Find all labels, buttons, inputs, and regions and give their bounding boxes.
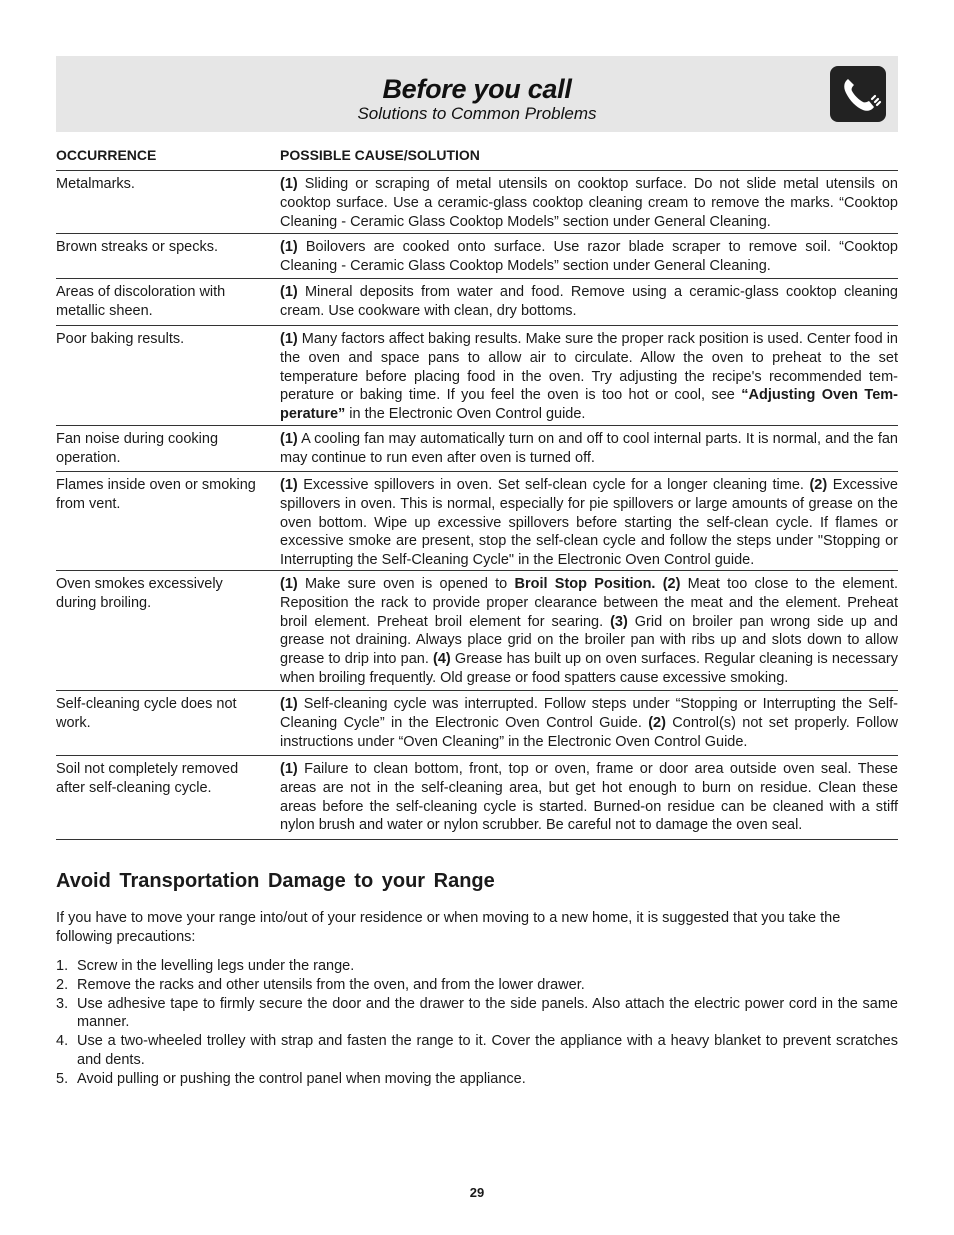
occurrence-cell: Fan noise during cooking operation.	[56, 431, 219, 466]
solution-cell	[280, 476, 898, 570]
solution-emphasis: (1)	[280, 284, 298, 300]
solution-emphasis: (1)	[280, 761, 298, 777]
list-item-text: Remove the racks and other utensils from the oven, and from the lower drawer.	[77, 976, 585, 993]
list-item-text: Use adhesive tape to firmly secure the door and the drawer to the side panels. Also attach the electric power cord in the same manner.	[77, 995, 898, 1031]
solution-text: Mineral deposits from water and food. Remove using a ceramic-glass cooktop cleaning cream. Use cookware with clean, dry bottoms.	[280, 284, 898, 319]
list-item-text: Use a two-wheeled trolley with strap and fasten the range to it. Cover the appliance with a heavy blanket to prevent scratches and dents.	[77, 1033, 898, 1068]
page-title: Before you call	[382, 74, 572, 104]
occurrence-cell: Oven smokes excessively during broiling.	[56, 576, 223, 611]
table-divider	[56, 570, 898, 571]
occurrence-cell: Soil not completely removed after self-cleaning cycle.	[56, 761, 239, 796]
solution-emphasis: (1)	[280, 431, 298, 447]
solution-emphasis: (1)	[280, 239, 298, 255]
table-divider	[56, 325, 898, 326]
telephone-icon	[830, 66, 886, 122]
solution-text: Meat too close to the element. Reposition the rack to provide proper clearance between the meat and the element. Preheat broil element. Preheat broil element for searing.	[280, 576, 898, 630]
table-divider	[56, 471, 898, 472]
solution-emphasis: (2)	[648, 714, 666, 731]
occurrence-cell: Metalmarks.	[56, 176, 135, 192]
solution-emphasis: (3)	[610, 613, 628, 630]
solution-emphasis: Broil Stop Position.	[514, 576, 656, 592]
precautions-list	[56, 957, 898, 1089]
solution-text: Many factors affect baking results. Make sure the proper rack position is used. Center food in the oven and space pans to allow air to circulate. Allow the oven to preheat to the set temperature before placing food in the oven. Try adjusting the recipe's recommended temperature or baking time. If you feel the oven is too hot or cool, see	[280, 331, 898, 404]
solution-text	[655, 576, 662, 592]
solution-text: Excessive spillovers in oven. This is normal, especially for pie spillovers or large amounts of grease on the oven bottom. Wipe up excessive spillovers before starting the self-clean cycle. If flames or excessive smoke are present, stop the self-clean cycle and follow the steps under "Stopping or Interrupting the Self-Cleaning Cycle" in the Electronic Oven Control guide.	[280, 477, 898, 569]
solution-cell	[280, 238, 898, 276]
table-divider	[56, 839, 898, 840]
solution-cell	[280, 175, 898, 231]
list-item-text: Screw in the levelling legs under the range.	[77, 958, 355, 974]
list-item-number: 2.	[56, 976, 69, 993]
list-item	[56, 995, 898, 1033]
solution-text: Grid on broiler pan wrong side up and grease not draining. Always place grid on the broiler pan with ribs up and slots down to allow grease to drip into pan.	[280, 613, 898, 668]
solution-emphasis: (1)	[280, 331, 298, 347]
solution-emphasis: (1)	[280, 477, 298, 493]
list-item	[56, 976, 898, 995]
table-divider	[56, 755, 898, 756]
solution-emphasis: (1)	[280, 696, 298, 712]
solution-emphasis: (4)	[433, 651, 451, 668]
solution-text: Failure to clean bottom, front, top or oven, frame or door area outside oven seal. These areas are not in the self-cleaning area, but get hot enough to burn on residue. Clean these areas before the self-cleaning cycle is started. Burned-on residue can be cleaned with a stiff nylon brush and water or nylon scrubber. Be careful not to damage the oven seal.	[280, 761, 898, 834]
solution-emphasis: (2)	[662, 576, 681, 592]
solution-cell	[280, 575, 898, 688]
list-item	[56, 957, 898, 976]
solution-emphasis: (1)	[280, 176, 298, 192]
solution-cell	[280, 330, 898, 424]
solution-emphasis: (1)	[280, 576, 298, 592]
list-item	[56, 1032, 898, 1070]
page-header	[56, 56, 898, 132]
page-number: 29	[469, 1185, 485, 1200]
solution-text: Excessive spillovers in oven. Set self-clean cycle for a longer cleaning time.	[297, 477, 810, 493]
solution-text: A cooling fan may automatically turn on and off to cool internal parts. It is normal, and the fan may continue to run even after oven is turned off.	[280, 431, 898, 466]
occurrence-cell: Areas of discoloration with metallic sheen.	[56, 284, 226, 319]
solution-text: Make sure oven is opened to	[297, 576, 515, 592]
solution-header: POSSIBLE CAUSE/SOLUTION	[280, 147, 480, 163]
solution-text: Sliding or scraping of metal utensils on cooktop surface. Do not slide metal utensils on cooktop surface. Use a ceramic-glass cooktop cleaning cream to remove the marks. “Cooktop Cleaning - Ceramic Glass Cooktop Models” section under General Cleaning.	[280, 176, 898, 230]
solution-cell	[280, 283, 898, 321]
occurrence-header: OCCURRENCE	[56, 147, 157, 163]
section-title: Avoid Transportation Damage to your Range	[56, 870, 495, 892]
list-item-number: 3.	[56, 995, 69, 1012]
solution-text: Grease has built up on oven surfaces. Regular cleaning is necessary when broiling frequently. Old grease or food spatters cause excessive smoking.	[280, 651, 898, 686]
solution-cell	[280, 430, 898, 468]
solution-text: Control(s) not set properly. Follow instructions under “Oven Cleaning” in the Electronic Oven Control Guide.	[280, 714, 899, 750]
table-divider	[56, 425, 898, 426]
solution-text: in the Electronic Oven Control guide.	[345, 406, 586, 423]
table-divider	[56, 233, 898, 234]
list-item-number: 4.	[56, 1033, 69, 1050]
list-item	[56, 1070, 898, 1089]
solution-text: Boilovers are cooked onto surface. Use razor blade scraper to remove soil. “Cooktop Cleaning - Ceramic Glass Cooktop Models” section under General Cleaning.	[280, 239, 898, 274]
solution-emphasis: (2)	[809, 477, 828, 493]
list-item-number: 5.	[56, 1070, 69, 1087]
solution-text: Self-cleaning cycle was interrupted. Follow steps under “Stopping or Interrupting the Self-Cleaning Cycle” in the Electronic Oven Control Guide.	[280, 696, 898, 731]
solution-cell	[280, 695, 898, 751]
solution-cell	[280, 760, 898, 835]
list-item-number: 1.	[56, 958, 69, 974]
occurrence-cell: Brown streaks or specks.	[56, 239, 218, 255]
occurrence-cell: Flames inside oven or smoking from vent.	[56, 477, 256, 512]
solution-emphasis: “Adjusting Oven Temperature”	[280, 387, 898, 423]
occurrence-cell: Self-cleaning cycle does not work.	[56, 696, 237, 731]
list-item-text: Avoid pulling or pushing the control panel when moving the appliance.	[77, 1070, 526, 1087]
table-divider	[56, 170, 898, 171]
table-divider	[56, 690, 898, 691]
page-subtitle: Solutions to Common Problems	[357, 104, 597, 123]
table-divider	[56, 278, 898, 279]
occurrence-cell: Poor baking results.	[56, 331, 185, 347]
intro-paragraph: If you have to move your range into/out of your residence or when moving to a new home, it is suggested that you take the following precautions:	[56, 910, 841, 945]
